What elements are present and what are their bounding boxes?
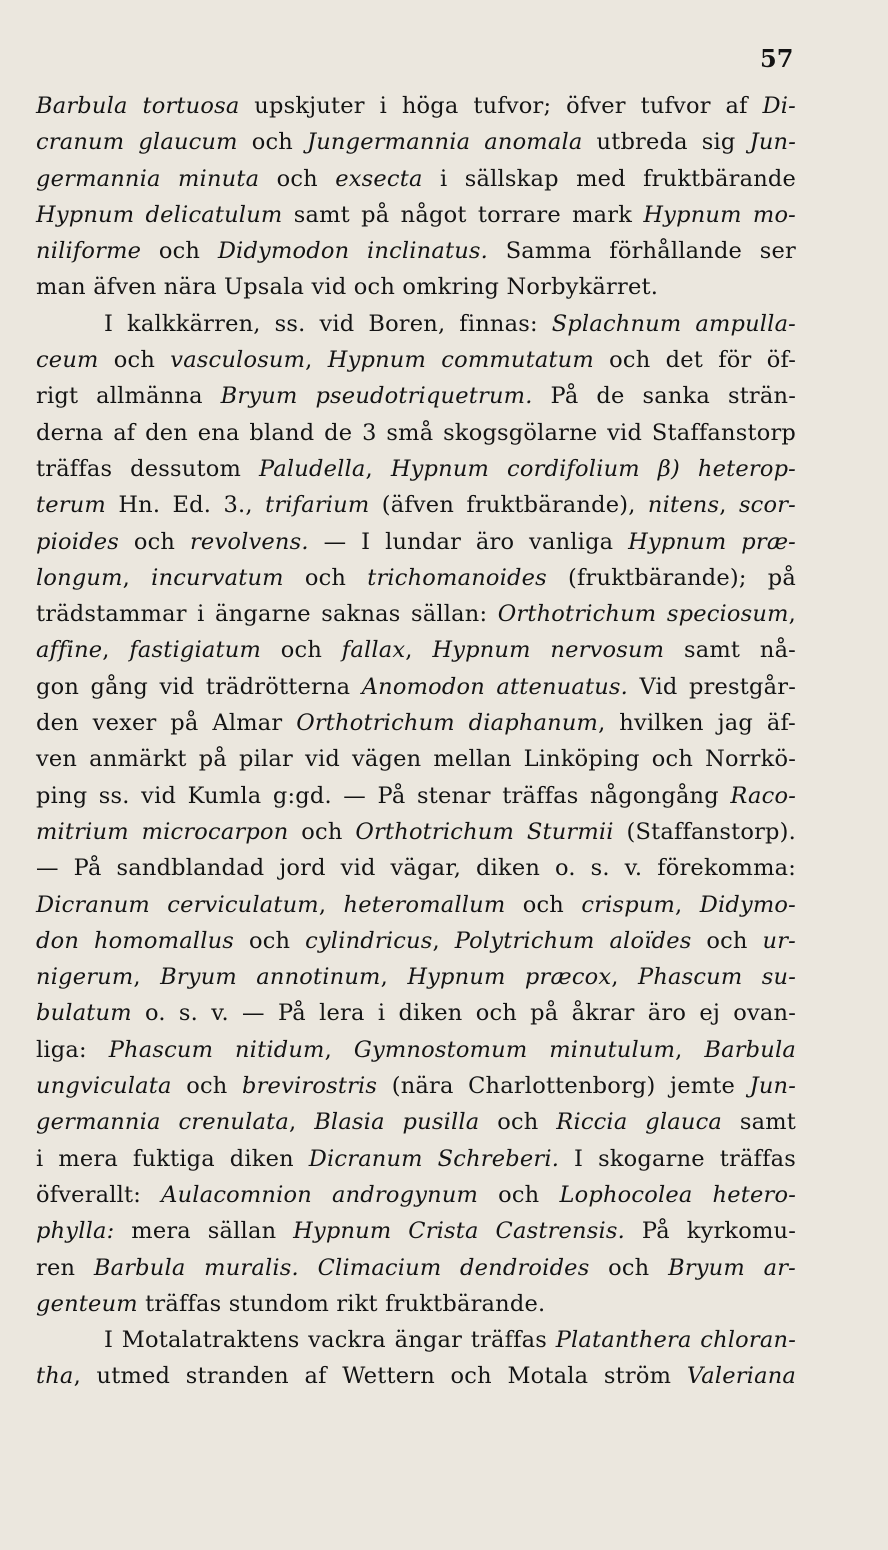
text-segment: (fruktbärande); på bbox=[546, 564, 796, 591]
text-segment: , utmed stranden af Wettern och Motala ström bbox=[73, 1363, 687, 1390]
italic-segment: Hypnum præ- bbox=[628, 528, 796, 555]
text-segment: På de sanka strän- bbox=[532, 383, 796, 410]
italic-segment: exsecta bbox=[335, 165, 423, 192]
italic-segment: Bryum ar- bbox=[668, 1254, 796, 1281]
italic-segment: brevirostris bbox=[242, 1073, 378, 1100]
text-line bbox=[36, 596, 796, 632]
text-segment: och det för öf- bbox=[593, 347, 796, 374]
italic-segment: Phascum nitidum bbox=[108, 1036, 325, 1063]
text-segment: liga: bbox=[36, 1036, 109, 1063]
text-segment: och bbox=[288, 818, 356, 845]
italic-segment: Jun- bbox=[749, 129, 796, 156]
text-segment: och bbox=[98, 347, 171, 374]
italic-segment: Valeriana bbox=[686, 1363, 796, 1390]
italic-segment: Didymodon inclinatus. bbox=[217, 238, 488, 265]
text-segment: och bbox=[691, 927, 763, 954]
italic-segment: trichomanoides bbox=[367, 564, 547, 591]
text-line bbox=[36, 778, 796, 814]
text-segment: i sällskap med fruktbärande bbox=[422, 165, 796, 192]
text-line bbox=[36, 814, 796, 850]
text-line bbox=[36, 1322, 796, 1358]
text-line bbox=[36, 560, 796, 596]
italic-segment: Hypnum nervosum bbox=[432, 637, 665, 664]
italic-segment: Orthotrichum speciosum bbox=[497, 601, 789, 628]
text-segment: , bbox=[122, 564, 152, 591]
italic-segment: Polytrichum aloïdes bbox=[454, 927, 692, 954]
body-text bbox=[36, 88, 796, 1395]
text-segment: upskjuter i höga tufvor; öfver tufvor af bbox=[239, 93, 763, 119]
text-line bbox=[36, 197, 796, 233]
text-segment: I Motalatraktens vackra ängar träffas bbox=[104, 1327, 556, 1354]
text-line bbox=[36, 451, 796, 487]
text-line bbox=[36, 1104, 796, 1140]
text-segment: , hvilken jag äf- bbox=[598, 710, 796, 737]
italic-segment: mitrium microcarpon bbox=[36, 818, 289, 845]
text-segment: samt på något torrare mark bbox=[282, 201, 644, 228]
text-segment: , bbox=[305, 347, 328, 374]
italic-segment: Paludella bbox=[258, 455, 366, 482]
italic-segment: Anomodon attenuatus. bbox=[361, 673, 628, 700]
text-line bbox=[36, 669, 796, 705]
italic-segment: crispum bbox=[581, 891, 676, 918]
text-segment: träffas dessutom bbox=[36, 455, 259, 482]
text-segment: och bbox=[237, 129, 307, 156]
text-line bbox=[36, 88, 796, 124]
italic-segment: Phascum su- bbox=[637, 964, 796, 991]
text-line bbox=[36, 1286, 796, 1322]
text-segment: (nära Charlottenborg) jemte bbox=[377, 1073, 750, 1100]
text-line bbox=[36, 342, 796, 378]
italic-segment: germannia crenulata bbox=[36, 1109, 289, 1136]
italic-segment: Gymnostomum minutulum bbox=[353, 1036, 676, 1063]
italic-segment: Platanthera chloran- bbox=[555, 1327, 796, 1354]
italic-segment: affine bbox=[36, 637, 103, 664]
text-segment: ping ss. vid Kumla g:gd. — På stenar träffas någongång bbox=[36, 782, 731, 809]
italic-segment: Barbula muralis. bbox=[93, 1254, 299, 1281]
text-segment: och bbox=[478, 1181, 560, 1208]
italic-segment: fastigiatum bbox=[129, 637, 262, 664]
text-segment: och bbox=[259, 165, 336, 192]
italic-segment: vasculosum bbox=[170, 347, 306, 374]
italic-segment: Dicranum Schreberi. bbox=[308, 1145, 560, 1172]
italic-segment: pioides bbox=[36, 528, 120, 555]
italic-segment: Barbula bbox=[704, 1036, 796, 1063]
text-segment: I kalkkärren, ss. vid Boren, finnas: bbox=[104, 310, 552, 337]
italic-segment: Hypnum Crista Castrensis. bbox=[293, 1218, 625, 1245]
italic-segment: longum bbox=[36, 564, 123, 591]
text-segment: , bbox=[719, 492, 739, 519]
italic-segment: Bryum pseudotriquetrum. bbox=[220, 383, 533, 410]
text-segment: , bbox=[675, 1036, 705, 1063]
text-segment: och bbox=[589, 1254, 669, 1281]
text-line bbox=[36, 415, 796, 451]
text-segment: , bbox=[788, 601, 796, 628]
text-segment: man äfven nära Upsala vid och omkring Norbykärret. bbox=[36, 274, 659, 301]
italic-segment: Raco- bbox=[730, 782, 796, 809]
italic-segment: Blasia pusilla bbox=[314, 1109, 480, 1136]
text-segment: rigt allmänna bbox=[36, 383, 221, 410]
text-line bbox=[36, 887, 796, 923]
text-line bbox=[36, 995, 796, 1031]
italic-segment: germannia minuta bbox=[36, 165, 260, 192]
text-line bbox=[36, 1177, 796, 1213]
italic-segment: Aulacomnion androgynum bbox=[161, 1181, 479, 1208]
text-line bbox=[36, 741, 796, 777]
text-segment: i mera fuktiga diken bbox=[36, 1145, 309, 1172]
text-line bbox=[36, 850, 796, 886]
italic-segment: niliforme bbox=[36, 238, 142, 265]
italic-segment: Jungermannia anomala bbox=[307, 129, 583, 156]
text-segment: träffas stundom rikt fruktbärande. bbox=[137, 1290, 546, 1317]
text-segment: (Staffanstorp). bbox=[613, 818, 796, 845]
italic-segment: don homomallus bbox=[36, 927, 235, 954]
italic-segment: genteum bbox=[36, 1290, 138, 1317]
text-line bbox=[36, 1250, 796, 1286]
text-line bbox=[36, 1032, 796, 1068]
text-line bbox=[36, 161, 796, 197]
text-segment: och bbox=[283, 564, 368, 591]
italic-segment: trifarium bbox=[265, 492, 370, 519]
italic-segment: Didymo- bbox=[699, 891, 796, 918]
text-segment: , bbox=[133, 964, 161, 991]
text-segment: mera sällan bbox=[114, 1218, 294, 1245]
text-segment: utbreda sig bbox=[582, 129, 750, 156]
text-segment: och bbox=[171, 1073, 242, 1100]
italic-segment: Hypnum præcox bbox=[407, 964, 612, 991]
italic-segment: cylindricus bbox=[305, 927, 433, 954]
text-segment: , bbox=[324, 1036, 354, 1063]
text-segment: , bbox=[432, 927, 455, 954]
text-segment: , bbox=[380, 964, 408, 991]
italic-segment: Barbula tortuosa bbox=[36, 93, 240, 119]
text-line bbox=[36, 632, 796, 668]
text-segment: ven anmärkt på pilar vid vägen mellan Linköping och Norrkö- bbox=[36, 746, 796, 773]
text-segment: Samma förhållande ser bbox=[488, 238, 796, 265]
text-line bbox=[36, 923, 796, 959]
text-line bbox=[36, 1213, 796, 1249]
text-segment: och bbox=[261, 637, 342, 664]
text-line bbox=[36, 124, 796, 160]
text-line bbox=[36, 378, 796, 414]
italic-segment: cranum glaucum bbox=[36, 129, 238, 156]
text-segment: , bbox=[365, 455, 391, 482]
italic-segment: Climacium dendroides bbox=[317, 1254, 590, 1281]
text-segment: , bbox=[675, 891, 700, 918]
text-segment: ren bbox=[36, 1254, 94, 1281]
italic-segment: tha bbox=[36, 1363, 74, 1390]
text-line bbox=[36, 1141, 796, 1177]
text-segment: gon gång vid trädrötterna bbox=[36, 673, 362, 700]
text-segment: och bbox=[119, 528, 190, 555]
text-line bbox=[36, 306, 796, 342]
text-segment: — I lundar äro vanliga bbox=[308, 528, 629, 555]
italic-segment: Bryum annotinum bbox=[160, 964, 381, 991]
italic-segment: heteromallum bbox=[343, 891, 506, 918]
text-line bbox=[36, 1358, 796, 1394]
text-line bbox=[36, 524, 796, 560]
italic-segment: Hypnum delicatulum bbox=[36, 201, 283, 228]
text-segment: , bbox=[318, 891, 344, 918]
italic-segment: Di- bbox=[762, 93, 796, 119]
italic-segment: bulatum bbox=[36, 1000, 132, 1027]
text-line bbox=[36, 705, 796, 741]
text-segment: samt bbox=[722, 1109, 796, 1136]
text-segment: Vid prestgår- bbox=[628, 673, 797, 700]
italic-segment: ur- bbox=[762, 927, 796, 954]
italic-segment: Hypnum mo- bbox=[643, 201, 796, 228]
text-segment bbox=[299, 1255, 318, 1281]
text-segment: , bbox=[102, 637, 130, 664]
text-line bbox=[36, 269, 796, 305]
italic-segment: Jun- bbox=[749, 1073, 796, 1100]
text-line bbox=[36, 1068, 796, 1104]
italic-segment: ungviculata bbox=[36, 1073, 172, 1100]
text-segment: (äfven fruktbärande), bbox=[369, 492, 648, 519]
italic-segment: Dicranum cerviculatum bbox=[36, 891, 319, 918]
italic-segment: phylla: bbox=[36, 1218, 115, 1245]
italic-segment: nigerum bbox=[36, 964, 134, 991]
italic-segment: Riccia glauca bbox=[556, 1109, 723, 1136]
italic-segment: Hypnum commutatum bbox=[327, 347, 594, 374]
italic-segment: Orthotrichum Sturmii bbox=[355, 818, 614, 845]
text-line bbox=[36, 487, 796, 523]
italic-segment: ceum bbox=[36, 347, 99, 374]
italic-segment: incurvatum bbox=[151, 564, 284, 591]
text-segment: , bbox=[405, 637, 433, 664]
page-number: 57 bbox=[760, 44, 794, 73]
text-segment: Hn. Ed. 3., bbox=[105, 492, 266, 519]
text-segment: och bbox=[479, 1109, 557, 1136]
text-segment: och bbox=[505, 891, 582, 918]
text-line bbox=[36, 959, 796, 995]
text-segment: , bbox=[611, 964, 638, 991]
text-segment: och bbox=[234, 927, 306, 954]
text-line bbox=[36, 233, 796, 269]
italic-segment: Hypnum cordifolium β) heterop- bbox=[390, 455, 796, 482]
text-segment: I skogarne träffas bbox=[559, 1145, 796, 1172]
text-segment: samt nå- bbox=[664, 637, 796, 664]
italic-segment: Orthotrichum diaphanum bbox=[296, 710, 599, 737]
text-segment: öfverallt: bbox=[36, 1181, 162, 1208]
text-segment: den vexer på Almar bbox=[36, 710, 297, 737]
italic-segment: nitens bbox=[647, 492, 720, 519]
italic-segment: terum bbox=[36, 492, 106, 519]
text-segment: , bbox=[288, 1109, 315, 1136]
text-segment: trädstammar i ängarne saknas sällan: bbox=[36, 601, 498, 628]
text-segment: — På sandblandad jord vid vägar, diken o. s. v. förekomma: bbox=[36, 855, 796, 882]
italic-segment: fallax bbox=[341, 637, 406, 664]
text-segment: På kyrkomu- bbox=[624, 1218, 797, 1245]
italic-segment: Lophocolea hetero- bbox=[559, 1181, 797, 1208]
text-segment: och bbox=[141, 238, 218, 265]
text-segment: o. s. v. — På lera i diken och på åkrar äro ej ovan- bbox=[131, 1000, 796, 1027]
italic-segment: Splachnum ampulla- bbox=[551, 310, 796, 337]
italic-segment: scor- bbox=[738, 492, 796, 519]
text-segment: derna af den ena bland de 3 små skogsgölarne vid Staffanstorp bbox=[36, 419, 796, 446]
italic-segment: revolvens. bbox=[189, 528, 309, 555]
